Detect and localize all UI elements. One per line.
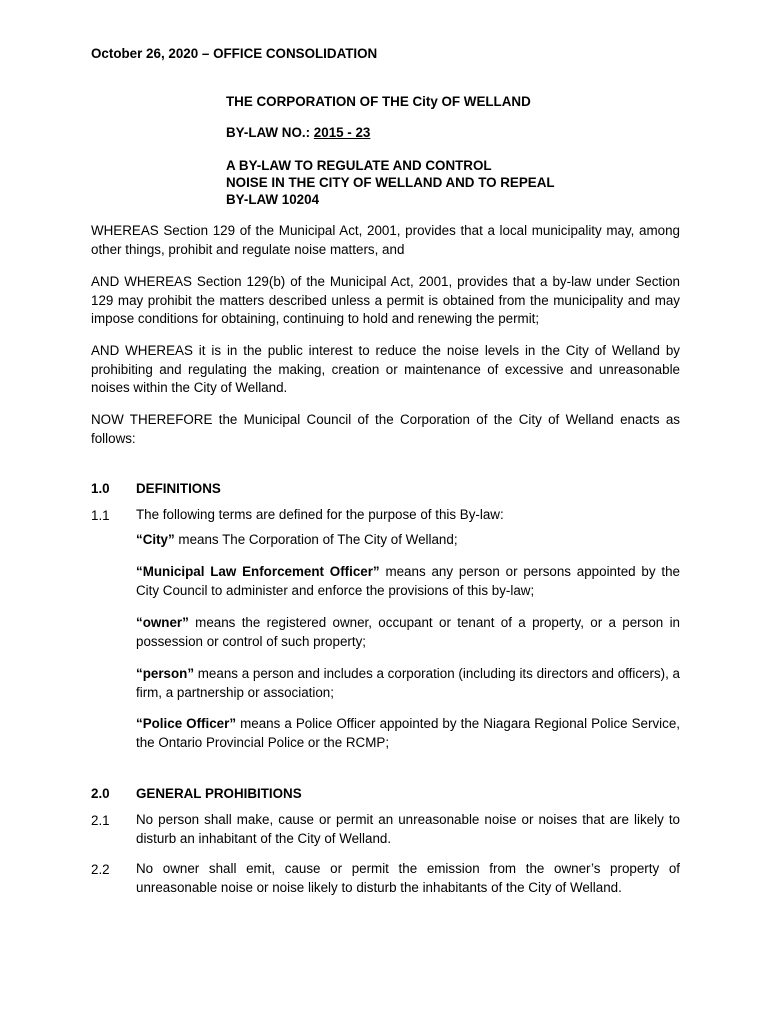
- subsection-1-1-number: 1.1: [91, 508, 110, 523]
- recital-1: WHEREAS Section 129 of the Municipal Act, 2001, provides that a local municipality may, among other things, prohibit and regulate noise matters, and: [91, 223, 680, 257]
- bylaw-title-line3: BY-LAW 10204: [226, 192, 320, 207]
- subsection-2-2-number: 2.2: [91, 862, 110, 877]
- definition-term: “Municipal Law Enforcement Officer”: [136, 564, 380, 579]
- section-1-title: DEFINITIONS: [136, 481, 221, 496]
- bylaw-title: [226, 157, 555, 208]
- definition-text: means any person or persons appointed by the City Council to administer and enforce the provisions of this by-law;: [136, 564, 680, 598]
- definition-owner: [136, 614, 680, 651]
- subsection-2-1-number: 2.1: [91, 813, 110, 828]
- definition-term: “City”: [136, 532, 175, 547]
- definition-term: “owner”: [136, 615, 189, 630]
- definition-text: means the registered owner, occupant or tenant of a property, or a person in possession or control of such property;: [136, 615, 680, 649]
- definition-term: “person”: [136, 666, 195, 681]
- subsection-1-1-text: The following terms are defined for the purpose of this By-law:: [136, 507, 504, 522]
- corporation-title: THE CORPORATION OF THE City OF WELLAND: [226, 94, 531, 109]
- definition-term: “Police Officer”: [136, 716, 237, 731]
- definition-police-officer: [136, 715, 680, 752]
- bylaw-title-line1: A BY-LAW TO REGULATE AND CONTROL: [226, 158, 492, 173]
- definition-city: [136, 531, 680, 550]
- definition-text: means a Police Officer appointed by the Niagara Regional Police Service, the Ontario Provincial Police or the RCMP;: [136, 716, 680, 750]
- definition-mleo: [136, 563, 680, 600]
- bylaw-title-line2: NOISE IN THE CITY OF WELLAND AND TO REPEAL: [226, 175, 555, 190]
- bylaw-label: BY-LAW NO.:: [226, 125, 311, 140]
- recital-4: NOW THEREFORE the Municipal Council of the Corporation of the City of Welland enacts as follows:: [91, 412, 680, 446]
- recital-3: AND WHEREAS it is in the public interest to reduce the noise levels in the City of Welland by prohibiting and regulating the making, creation or maintenance of excessive and unreasonable noises within the City of Welland.: [91, 343, 680, 395]
- section-1-number: 1.0: [91, 481, 110, 496]
- section-2-title: GENERAL PROHIBITIONS: [136, 786, 302, 801]
- subsection-2-1-text: No person shall make, cause or permit an unreasonable noise or noises that are likely to disturb an inhabitant of the City of Welland.: [136, 812, 680, 846]
- definition-text: means a person and includes a corporation (including its directors and officers), a firm, a partnership or association;: [136, 666, 680, 700]
- bylaw-number: 2015 - 23: [313, 125, 371, 140]
- bylaw-number-line: [226, 124, 370, 141]
- section-2-number: 2.0: [91, 786, 110, 801]
- recital-2: AND WHEREAS Section 129(b) of the Municipal Act, 2001, provides that a by-law under Section 129 may prohibit the matters described unless a permit is obtained from the municipality and may impose conditions for obtaining, continuing to hold and renewing the permit;: [91, 274, 680, 326]
- subsection-2-2-text: No owner shall emit, cause or permit the emission from the owner’s property of unreasonable noise or noise likely to disturb the inhabitants of the City of Welland.: [136, 861, 680, 895]
- consolidation-header: October 26, 2020 – OFFICE CONSOLIDATION: [91, 46, 378, 61]
- definition-person: [136, 665, 680, 702]
- definition-text: means The Corporation of The City of Welland;: [174, 532, 458, 547]
